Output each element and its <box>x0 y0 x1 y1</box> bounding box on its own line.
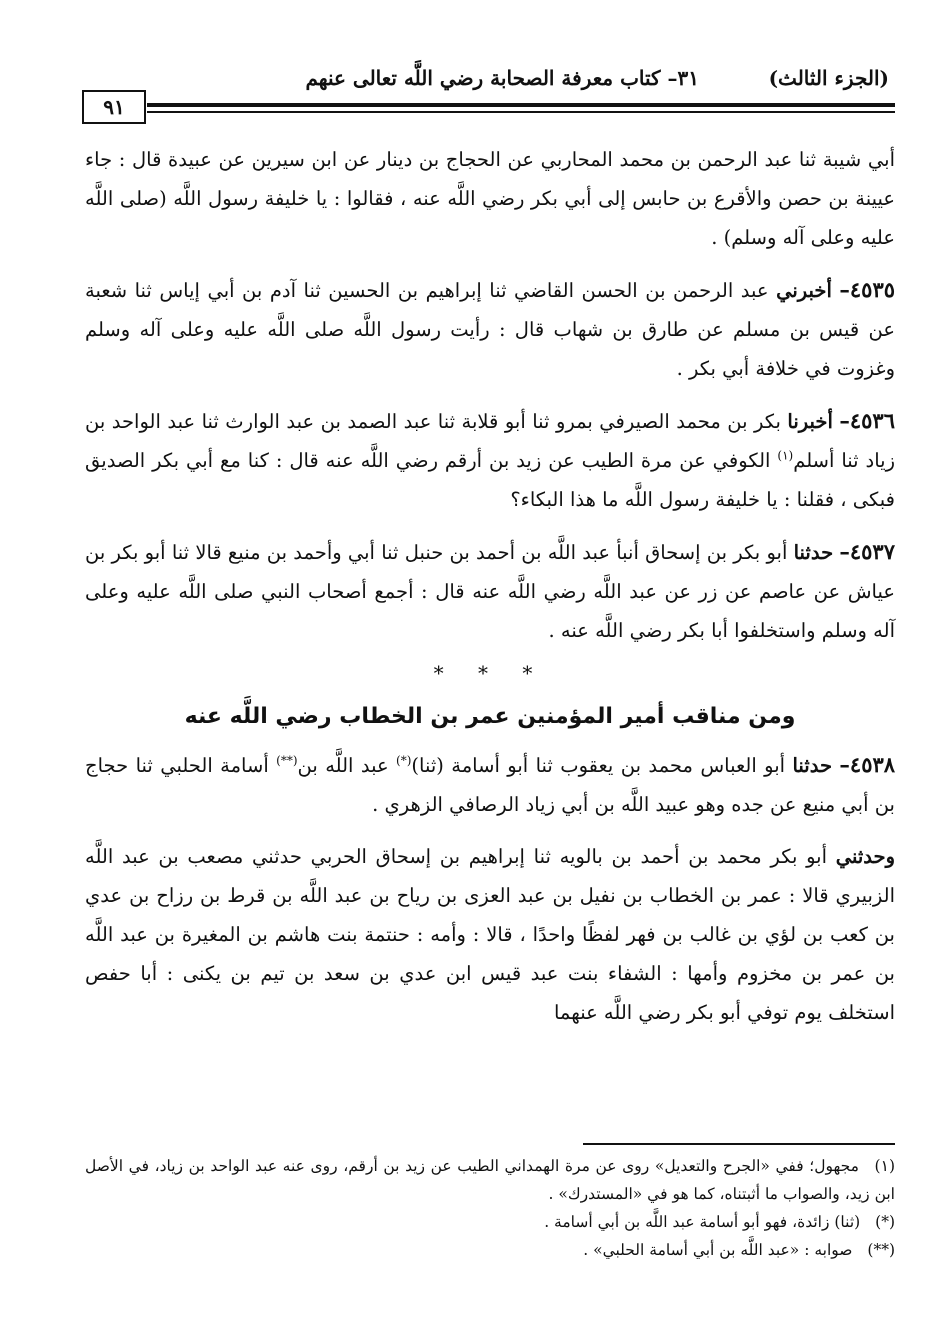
footnote-mark: (١) <box>874 1157 895 1175</box>
paragraph-text: أبو بكر محمد بن أحمد بن بالويه ثنا إبراهيم بن إسحاق الحربي حدثني مصعب بن عبد اللَّه الزبيري قالا : عمر بن الخطاب بن نفيل بن عبد العزى بن رياح بن عبد اللَّه بن قرط بن رزاح بن عدي بن كعب بن لؤي بن غالب بن فهر لفظًا واحدًا ، قالا : وأمه : حنتمة بنت هاشم بن المغيرة بن عبد اللَّه بن عمر بن مخزوم وأمها : الشفاء بنت عبد قيس ابن عدي بن سعد بن تيم بن يكنى : أبا حفص استخلف يوم توفي أبو بكر رضي اللَّه عنهما <box>85 845 895 1024</box>
footnote-ref-double-star: (**) <box>276 753 298 768</box>
hadith-4537 <box>85 532 895 650</box>
body-text <box>85 140 895 1045</box>
hadith-lead: أخبرني <box>776 279 832 302</box>
footnote-double-star <box>85 1236 895 1264</box>
footnote-mark: (**) <box>867 1241 895 1259</box>
header-rule <box>147 103 895 107</box>
volume-label: (الجزء الثالث) <box>768 66 889 90</box>
footnote-text: (ثنا) زائدة، فهو أبو أسامة عبد اللَّه بن أبي أسامة . <box>544 1213 861 1231</box>
paragraph-text: أبي شيبة ثنا عبد الرحمن بن محمد المحاربي عن الحجاج بن دينار عن ابن سيرين عن عبيدة قال : جاء عيينة بن حصن والأقرع بن حابس إلى أبي بكر رضي اللَّه عنه ، فقالوا : يا خليفة رسول اللَّه (صلى اللَّه عليه وعلى آله وسلم) . <box>85 148 895 249</box>
hadith-text: أبو بكر بن إسحاق أنبأ عبد اللَّه بن أحمد بن حنبل ثنا أبي وأحمد بن منيع قالا ثنا أبو بكر بن عياش عن عاصم عن زر عن عبد اللَّه رضي اللَّه عنه قال : أجمع أصحاب النبي صلى اللَّه عليه وعلى آله وسلم واستخلفوا أبا بكر رضي اللَّه عنه . <box>85 541 895 642</box>
hadith-text-end: أسامة الحلبي ثنا حجاج بن أبي منيع عن جده وهو عبيد اللَّه بن أبي زياد الرصافي الزهري . <box>85 754 895 816</box>
hadith-4538 <box>85 745 895 824</box>
paragraph-continued <box>85 140 895 257</box>
footnote-text: مجهول؛ ففي «الجرح والتعديل» روى عن مرة الهمداني الطيب عن زيد بن أرقم، روى عنه عبد الواحد بن زياد، في الأصل ابن زيد، والصواب ما أثبتناه، كما هو في «المستدرك» . <box>85 1157 895 1203</box>
paragraph-genealogy <box>85 837 895 1032</box>
header-rule-thin <box>147 111 895 113</box>
footnote-mark: (*) <box>875 1213 895 1231</box>
footnote-star <box>85 1208 895 1236</box>
hadith-text: بكر بن محمد الصيرفي بمرو ثنا أبو قلابة ثنا عبد الصمد بن عبد الوارث ثنا عبد الواحد بن زياد ثنا أسلم <box>85 410 896 472</box>
book-title: ٣١– كتاب معرفة الصحابة رضي اللَّه تعالى عنهم <box>305 66 699 90</box>
hadith-text-cont: عبد اللَّه بن <box>297 754 389 777</box>
hadith-number: ٤٥٣٥– <box>839 277 896 302</box>
hadith-text: عبد الرحمن بن الحسن القاضي ثنا إبراهيم بن الحسين ثنا آدم بن أبي إياس ثنا شعبة عن قيس بن مسلم عن طارق بن شهاب قال : رأيت رسول اللَّه صلى اللَّه عليه وعلى آله وسلم وغزوت في خلافة أبي بكر . <box>85 279 895 380</box>
running-header <box>170 66 889 100</box>
hadith-lead: حدثنا <box>793 541 834 564</box>
section-separator: * * * <box>433 661 547 685</box>
hadith-lead: حدثنا <box>792 754 833 777</box>
hadith-4535 <box>85 270 895 388</box>
hadith-text: أبو العباس محمد بن يعقوب ثنا أبو أسامة (ثنا) <box>411 754 786 777</box>
footnote-ref-star: (*) <box>396 753 412 768</box>
paragraph-lead: وحدثني <box>835 845 895 868</box>
footnotes <box>85 1152 895 1264</box>
hadith-number: ٤٥٣٦– <box>839 408 895 433</box>
footnote-1 <box>85 1152 895 1208</box>
hadith-4536 <box>85 401 895 519</box>
section-heading: ومن مناقب أمير المؤمنين عمر بن الخطاب رضي اللَّه عنه <box>184 704 796 729</box>
hadith-text-cont: الكوفي عن مرة الطيب عن زيد بن أرقم رضي اللَّه عنه قال : كنا مع أبي بكر الصديق فبكى ، فقلنا : يا خليفة رسول اللَّه ما هذا البكاء؟ <box>85 449 895 511</box>
page-number: ٩١ <box>82 90 146 124</box>
hadith-number: ٤٥٣٧– <box>839 539 895 564</box>
hadith-number: ٤٥٣٨– <box>839 752 896 777</box>
footnote-rule <box>583 1143 895 1145</box>
footnote-text: صوابه : «عبد اللَّه بن أبي أسامة الحلبي» . <box>583 1241 853 1259</box>
hadith-lead: أخبرنا <box>787 410 833 433</box>
footnote-ref-1: (١) <box>777 448 794 463</box>
